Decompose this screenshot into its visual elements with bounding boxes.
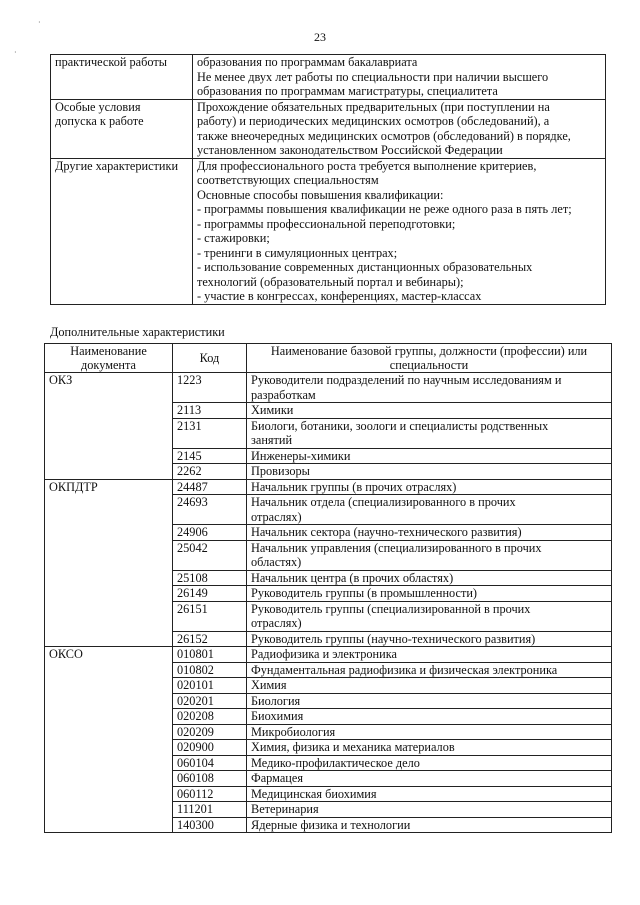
specialty-name-line: Начальник центра (в прочих областях) — [251, 570, 454, 585]
code-cell: 26152 — [173, 631, 247, 647]
row-description-line: технологий (образовательный портал и вебинары); — [197, 274, 464, 289]
row-description-line: соответствующих специальностям — [197, 173, 379, 187]
specialty-name-line: областях) — [251, 555, 302, 569]
specialty-name — [247, 540, 612, 570]
code-cell: 26149 — [173, 586, 247, 602]
specialty-name-line: Фармацея — [251, 771, 303, 785]
table-row — [51, 55, 606, 100]
row-description-line: также внеочередных медицинских осмотров (обследований) в порядке, — [197, 128, 571, 143]
code-cell: 1223 — [173, 373, 247, 403]
row-description — [193, 158, 606, 304]
document-name: ОКПДТР — [45, 479, 173, 647]
row-description-line: - использование современных дистанционных образовательных — [197, 260, 533, 274]
specialty-name — [247, 662, 612, 678]
specialty-name-line: Химики — [251, 403, 294, 417]
specialty-name — [247, 586, 612, 602]
specialty-name — [247, 448, 612, 464]
specialty-name-line: разработкам — [251, 387, 316, 402]
row-label-line: практической работы — [55, 55, 167, 69]
specialty-name-line: Провизоры — [251, 464, 310, 478]
row-description-line: - участие в конгрессах, конференциях, мастер-классах — [197, 289, 482, 303]
row-label — [51, 158, 193, 304]
specialty-name-line: Ветеринария — [251, 802, 319, 816]
specialty-name — [247, 693, 612, 709]
row-description-line: - программы профессиональной переподготовки; — [197, 216, 456, 231]
code-cell: 060112 — [173, 786, 247, 802]
specialty-name-line: Руководители подразделений по научным исследованиям и — [251, 373, 562, 387]
code-cell: 020208 — [173, 709, 247, 725]
code-cell: 24906 — [173, 525, 247, 541]
specialty-name-line: Биологи, ботаники, зоологи и специалисты родственных — [251, 418, 549, 433]
row-description-line: установленном законодательством Российской Федерации — [197, 143, 503, 157]
specialty-name — [247, 631, 612, 647]
additional-characteristics-heading: Дополнительные характеристики — [50, 325, 225, 339]
code-cell: 140300 — [173, 817, 247, 833]
specialty-name-line: Медико-профилактическое дело — [251, 755, 420, 770]
specialty-name-line: Ядерные физика и технологии — [251, 817, 411, 832]
table-row — [51, 158, 606, 304]
column-header — [247, 344, 612, 373]
page-number: 23 — [314, 30, 326, 44]
row-label — [51, 99, 193, 158]
row-description-line: - стажировки; — [197, 231, 270, 245]
specialty-name — [247, 817, 612, 833]
specialty-name-line: Микробиология — [251, 724, 336, 739]
code-cell: 24693 — [173, 495, 247, 525]
row-description-line: Не менее двух лет работы по специальности при наличии высшего — [197, 69, 549, 84]
code-cell: 010801 — [173, 647, 247, 663]
scan-mark: · — [38, 18, 41, 27]
row-description — [193, 55, 606, 100]
document-name: ОКСО — [45, 647, 173, 833]
code-cell: 020900 — [173, 740, 247, 756]
specialty-name-line: Радиофизика и электроника — [251, 647, 397, 661]
scan-mark: · — [14, 48, 17, 57]
specialty-name-line: Биохимия — [251, 709, 304, 723]
code-cell: 24487 — [173, 479, 247, 495]
specialty-name-line: Химия — [251, 678, 287, 692]
column-header-line: специальности — [389, 358, 469, 372]
table-row — [45, 647, 612, 663]
column-header — [45, 344, 173, 373]
row-label-line: допуска к работе — [55, 114, 144, 128]
specialty-name-line: Руководитель группы (в промышленности) — [251, 586, 478, 600]
specialty-name — [247, 570, 612, 586]
specialty-name — [247, 495, 612, 525]
code-cell: 060108 — [173, 771, 247, 787]
code-cell: 020209 — [173, 724, 247, 740]
code-cell: 2113 — [173, 403, 247, 419]
specialty-name — [247, 601, 612, 631]
specialty-name — [247, 464, 612, 480]
code-cell: 26151 — [173, 601, 247, 631]
specialty-name — [247, 678, 612, 694]
specialty-name — [247, 403, 612, 419]
specialty-name — [247, 418, 612, 448]
specialty-name — [247, 647, 612, 663]
code-cell: 060104 — [173, 755, 247, 771]
specialty-name-line: Руководитель группы (научно-технического развития) — [251, 631, 536, 646]
code-cell: 111201 — [173, 802, 247, 818]
row-description-line: образования по программам магистратуры, специалитета — [197, 84, 498, 98]
specialty-name — [247, 802, 612, 818]
specialty-name — [247, 479, 612, 495]
specialty-name-line: Начальник управления (специализированного в прочих — [251, 540, 542, 555]
column-header-line: Код — [199, 351, 220, 365]
row-description-line: - программы повышения квалификации не реже одного раза в пять лет; — [197, 202, 572, 216]
specialty-name-line: Медицинская биохимия — [251, 786, 377, 801]
specialty-name — [247, 373, 612, 403]
row-label — [51, 55, 193, 100]
code-cell: 020201 — [173, 693, 247, 709]
row-description-line: Основные способы повышения квалификации: — [197, 187, 444, 202]
code-cell: 2145 — [173, 448, 247, 464]
specialty-name-line: отраслях) — [251, 616, 302, 630]
specialty-name — [247, 786, 612, 802]
column-header-line: документа — [81, 358, 136, 372]
row-label-line: Другие характеристики — [55, 158, 179, 173]
specialty-name-line: Биология — [251, 693, 301, 708]
table-row — [45, 373, 612, 403]
column-header-line: Наименование базовой группы, должности (профессии) или — [270, 344, 588, 358]
specialty-name-line: Начальник группы (в прочих отраслях) — [251, 479, 457, 494]
row-description-line: Для профессионального роста требуется выполнение критериев, — [197, 158, 537, 173]
table-row — [51, 99, 606, 158]
code-cell: 25108 — [173, 570, 247, 586]
column-header-line: Наименование — [70, 344, 147, 358]
specialty-name — [247, 755, 612, 771]
specialty-name-line: занятий — [251, 433, 293, 447]
code-cell: 2262 — [173, 464, 247, 480]
code-cell: 25042 — [173, 540, 247, 570]
specialty-name-line: Инженеры-химики — [251, 448, 351, 463]
column-header — [173, 344, 247, 373]
specialty-name-line: Начальник отдела (специализированного в прочих — [251, 495, 516, 509]
specialty-name-line: Начальник сектора (научно-технического развития) — [251, 525, 522, 539]
document-name: ОКЗ — [45, 373, 173, 480]
specialty-name-line: Фундаментальная радиофизика и физическая электроника — [251, 662, 558, 677]
code-cell: 2131 — [173, 418, 247, 448]
specialty-name — [247, 525, 612, 541]
specialty-name-line: Химия, физика и механика материалов — [251, 740, 455, 754]
row-description-line: работу) и периодических медицинских осмотров (обследований), а — [197, 114, 550, 128]
row-description-line: - тренинги в симуляционных центрах; — [197, 245, 398, 260]
row-label-line: Особые условия — [55, 99, 141, 114]
code-cell: 020101 — [173, 678, 247, 694]
specialty-name — [247, 740, 612, 756]
code-cell: 010802 — [173, 662, 247, 678]
row-description — [193, 99, 606, 158]
specialty-name — [247, 724, 612, 740]
specialty-name — [247, 771, 612, 787]
row-description-line: Прохождение обязательных предварительных (при поступлении на — [197, 99, 550, 114]
table-row — [45, 479, 612, 495]
qualification-table — [50, 54, 606, 305]
row-description-line: образования по программам бакалавриата — [197, 55, 418, 69]
specialty-name-line: Руководитель группы (специализированной в прочих — [251, 601, 531, 616]
specialty-name-line: отраслях) — [251, 509, 302, 524]
additional-characteristics-table — [44, 343, 612, 833]
specialty-name — [247, 709, 612, 725]
